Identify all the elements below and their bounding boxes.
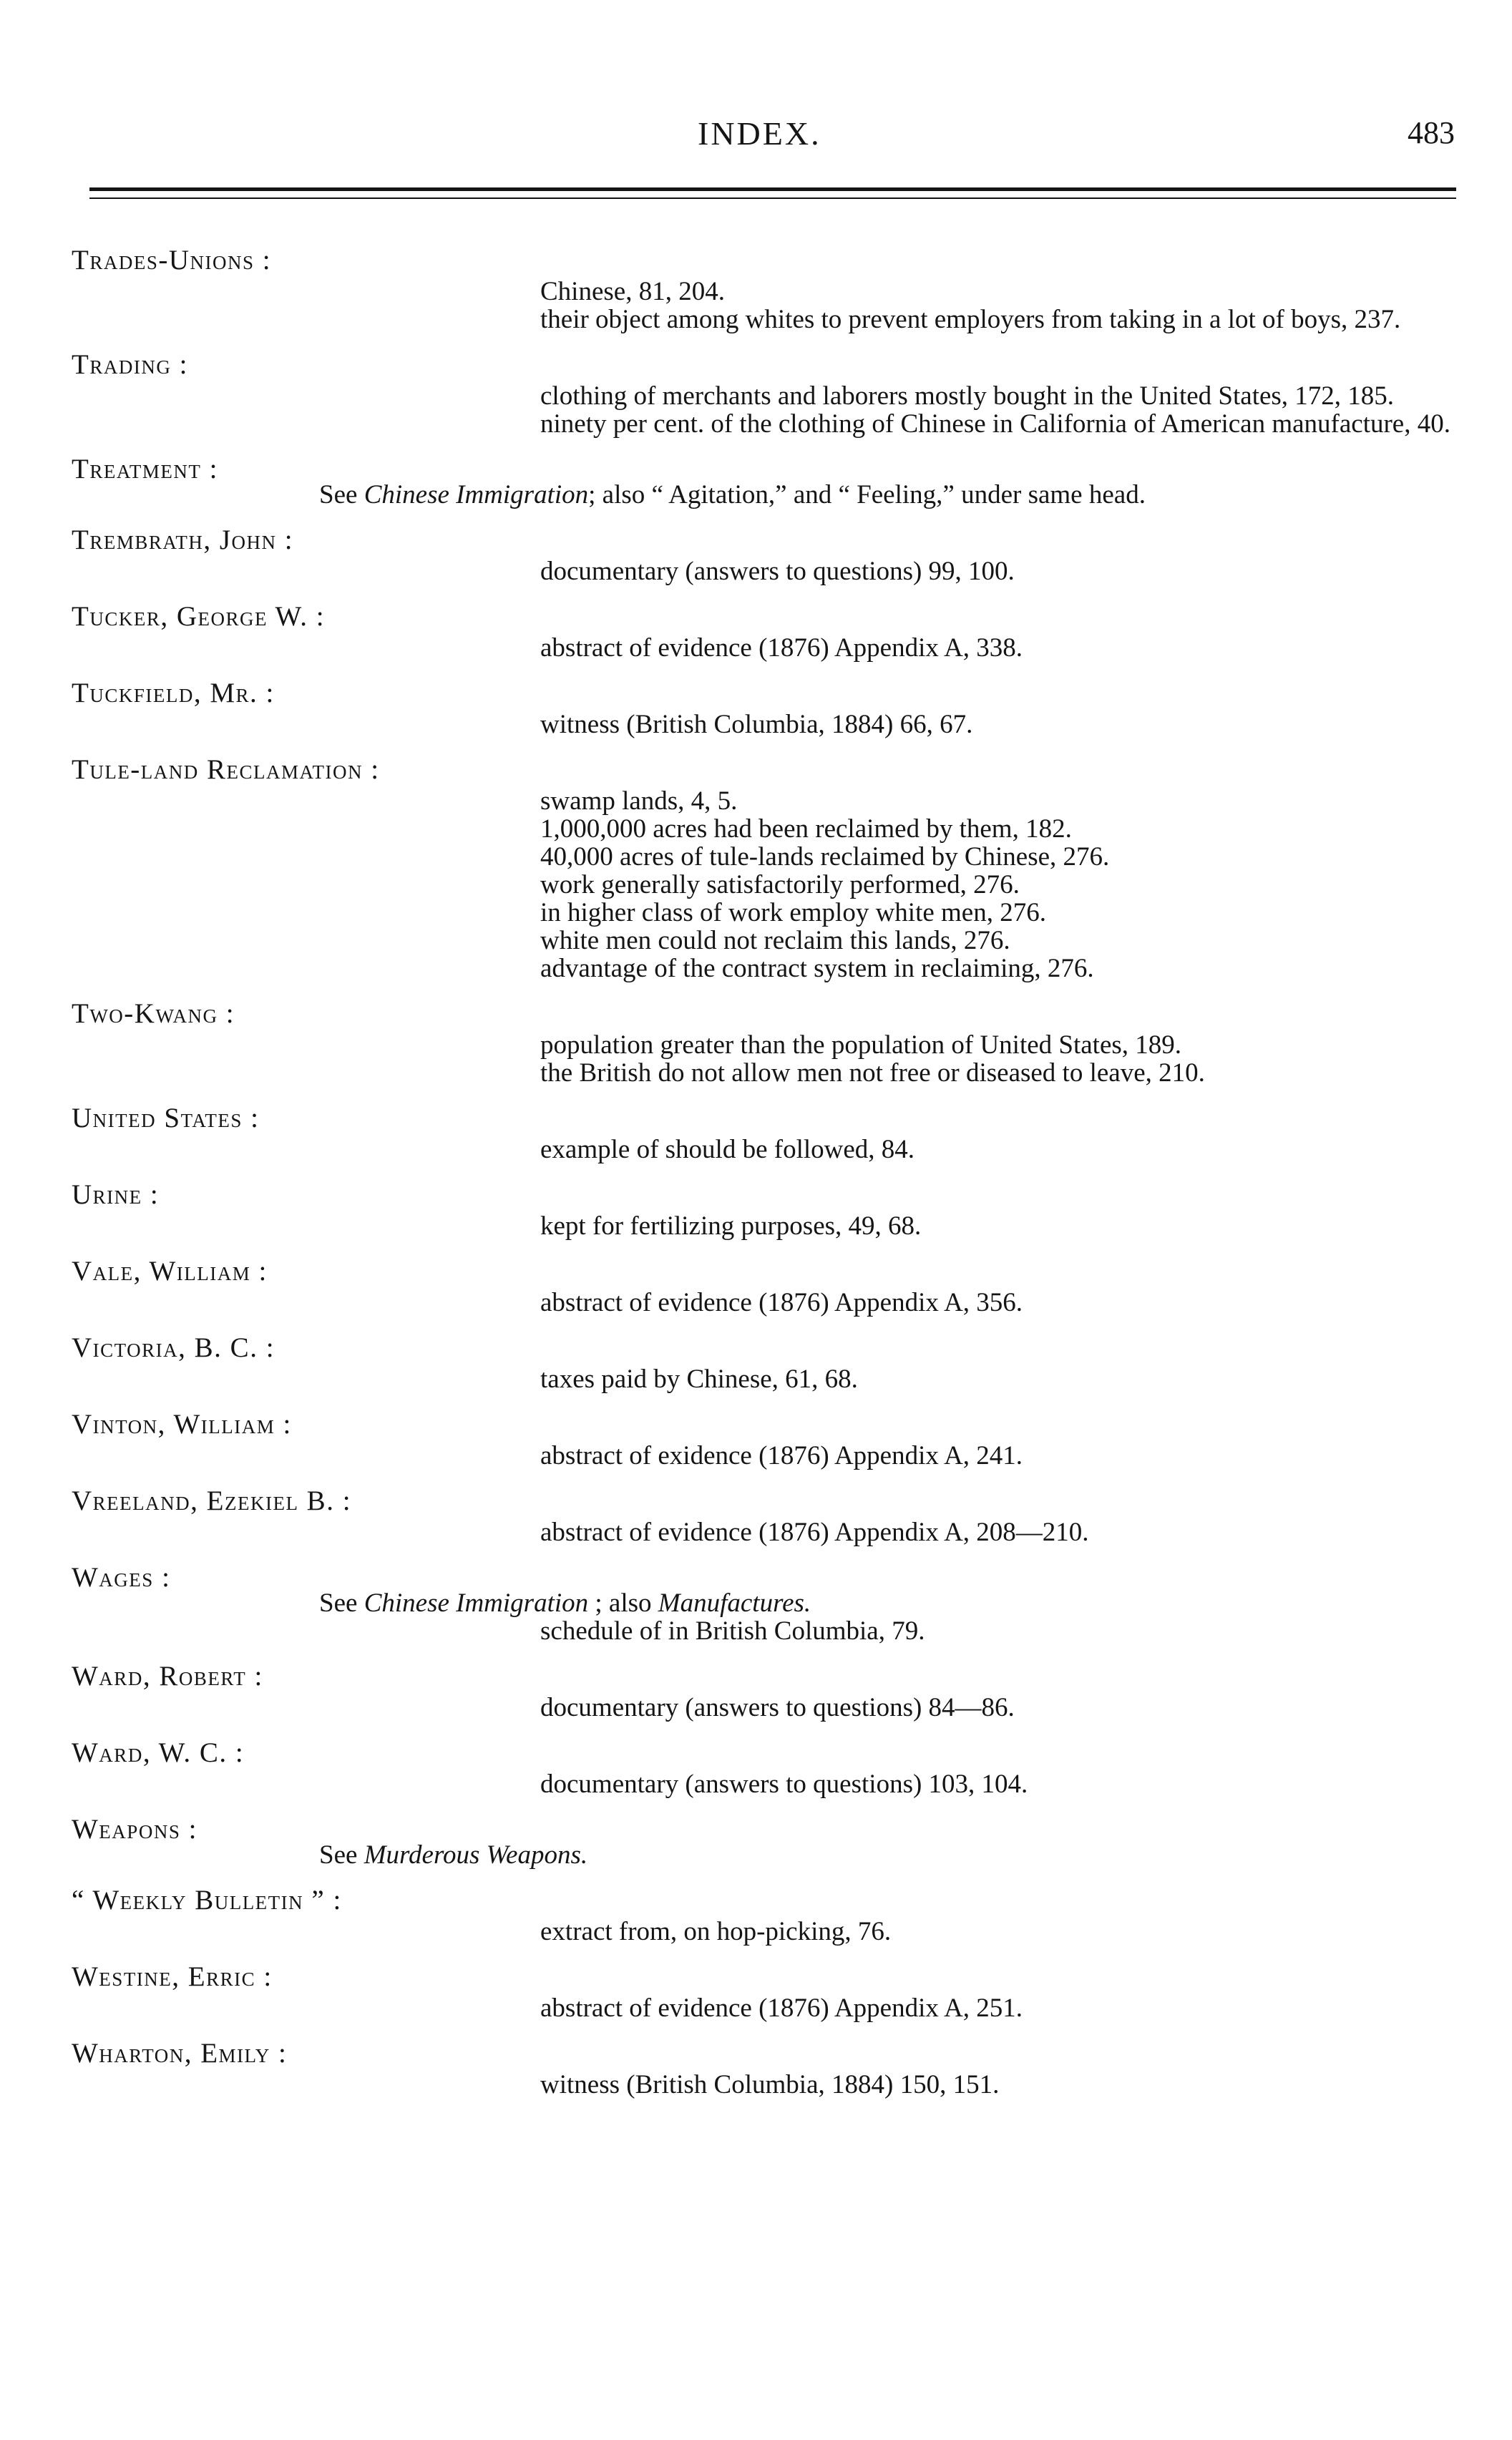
subentry-list xyxy=(540,1694,1463,1722)
entry-heading: Tuckfield, Mr. : xyxy=(72,678,275,708)
entry-heading: United States : xyxy=(72,1103,260,1133)
subentry: work generally satisfactorily performed, 276. xyxy=(540,870,1020,899)
entry-heading: Ward, W. C. : xyxy=(72,1737,245,1768)
subentry: 1,000,000 acres had been reclaimed by them, 182. xyxy=(540,814,1072,844)
subentry-list xyxy=(540,1365,1463,1393)
subentry-list xyxy=(540,278,1463,333)
subentry-list xyxy=(540,1442,1463,1470)
subentry: clothing of merchants and laborers mostly bought in the United States, 172, 185. xyxy=(540,381,1395,411)
see-target: Murderous Weapons. xyxy=(364,1840,588,1870)
index-entry xyxy=(0,1254,1512,1331)
entry-heading: Wages : xyxy=(72,1562,171,1593)
entry-heading: Victoria, B. C. : xyxy=(72,1332,275,1363)
subentry: abstract of evidence (1876) Appendix A, 251. xyxy=(540,1994,1023,2023)
entry-heading: Trading : xyxy=(72,349,188,380)
index-entry xyxy=(0,1883,1512,1960)
subentry: witness (British Columbia, 1884) 66, 67. xyxy=(540,710,973,739)
subentry-list xyxy=(540,1518,1463,1546)
subentry-list xyxy=(540,1770,1463,1798)
entry-heading: Trades-Unions : xyxy=(72,245,272,275)
entry-heading: Wharton, Emily : xyxy=(72,2038,288,2069)
header-rule-thin xyxy=(89,197,1456,199)
subentry-list xyxy=(540,787,1463,982)
index-entry xyxy=(0,753,1512,997)
subentry-list xyxy=(540,1212,1463,1240)
index-entry xyxy=(0,2036,1512,2113)
index-entry xyxy=(0,1960,1512,2036)
see-label: See xyxy=(319,1840,364,1870)
subentry: abstract of evidence (1876) Appendix A, 208—210. xyxy=(540,1518,1089,1547)
subentry-list xyxy=(540,1994,1463,2022)
index-entry xyxy=(0,1561,1512,1659)
index-entry xyxy=(0,997,1512,1101)
entry-heading: Ward, Robert : xyxy=(72,1661,263,1692)
entry-heading: Tule-land Reclamation : xyxy=(72,754,380,785)
subentry-list xyxy=(540,1289,1463,1317)
subentry: taxes paid by Chinese, 61, 68. xyxy=(540,1365,858,1394)
see-reference xyxy=(319,1841,1512,1869)
entry-heading: Vreeland, Ezekiel B. : xyxy=(72,1485,352,1516)
index-entry xyxy=(0,600,1512,676)
see-label: See xyxy=(319,1589,364,1618)
entry-heading: Urine : xyxy=(72,1179,160,1210)
subentry-list xyxy=(540,1918,1463,1946)
see-reference xyxy=(319,1589,1512,1617)
subentry: white men could not reclaim this lands, 276. xyxy=(540,926,1010,955)
entry-heading: Tucker, George W. : xyxy=(72,601,326,632)
index-entry xyxy=(0,1331,1512,1407)
index-entry xyxy=(0,1407,1512,1484)
subentry: documentary (answers to questions) 103, 104. xyxy=(540,1770,1028,1799)
subentry-list xyxy=(540,2071,1463,2099)
index-entry xyxy=(0,1178,1512,1254)
see-label: See xyxy=(319,480,364,509)
index-entry xyxy=(0,1484,1512,1561)
subentry: schedule of in British Columbia, 79. xyxy=(540,1616,925,1646)
subentry: ninety per cent. of the clothing of Chinese in California of American manufacture, 40. xyxy=(540,409,1450,439)
see-rest: ; also xyxy=(588,1589,658,1618)
see-target: Chinese Immigration xyxy=(364,480,589,509)
index-entries xyxy=(0,243,1512,2113)
entry-heading: “ Weekly Bulletin ” : xyxy=(72,1885,342,1916)
subentry: abstract of evidence (1876) Appendix A, 338. xyxy=(540,633,1023,663)
subentry: example of should be followed, 84. xyxy=(540,1135,915,1164)
entry-heading: Vinton, William : xyxy=(72,1409,292,1440)
index-entry xyxy=(0,348,1512,452)
subentry: kept for fertilizing purposes, 49, 68. xyxy=(540,1211,922,1241)
subentry: the British do not allow men not free or diseased to leave, 210. xyxy=(540,1058,1205,1088)
see-target: Chinese Immigration xyxy=(364,1589,589,1618)
subentry: in higher class of work employ white men, 276. xyxy=(540,898,1046,927)
index-entry xyxy=(0,1812,1512,1883)
index-entry xyxy=(0,523,1512,600)
index-entry xyxy=(0,1101,1512,1178)
header-rule-thick xyxy=(89,187,1456,191)
see-reference xyxy=(319,481,1512,509)
subentry: extract from, on hop-picking, 76. xyxy=(540,1917,892,1946)
entry-heading: Weapons : xyxy=(72,1814,197,1845)
subentry-list xyxy=(540,1136,1463,1163)
subentry-list xyxy=(540,382,1463,438)
entry-heading: Trembrath, John : xyxy=(72,524,294,555)
page-number: 483 xyxy=(1408,115,1455,150)
subentry: documentary (answers to questions) 84—86. xyxy=(540,1693,1015,1722)
index-entry xyxy=(0,452,1512,523)
subentry: swamp lands, 4, 5. xyxy=(540,786,738,816)
subentry: documentary (answers to questions) 99, 100. xyxy=(540,557,1015,586)
see-target: Manufactures. xyxy=(658,1589,811,1618)
subentry: witness (British Columbia, 1884) 150, 151. xyxy=(540,2070,1000,2099)
subentry: abstract of exidence (1876) Appendix A, 241. xyxy=(540,1441,1023,1470)
subentry-list xyxy=(540,1617,1463,1645)
see-rest: ; also “ Agitation,” and “ Feeling,” under same head. xyxy=(588,480,1146,509)
subentry-list xyxy=(540,634,1463,662)
page-title: INDEX. xyxy=(698,115,821,152)
subentry: advantage of the contract system in reclaiming, 276. xyxy=(540,954,1094,983)
index-entry xyxy=(0,676,1512,753)
subentry: Chinese, 81, 204. xyxy=(540,277,725,306)
entry-heading: Treatment : xyxy=(72,454,218,484)
index-entry xyxy=(0,1659,1512,1736)
subentry-list xyxy=(540,557,1463,585)
subentry: abstract of evidence (1876) Appendix A, 356. xyxy=(540,1288,1023,1317)
subentry: their object among whites to prevent employers from taking in a lot of boys, 237. xyxy=(540,305,1401,334)
subentry: 40,000 acres of tule-lands reclaimed by Chinese, 276. xyxy=(540,842,1110,872)
subentry-list xyxy=(540,1031,1463,1087)
index-entry xyxy=(0,243,1512,348)
subentry-list xyxy=(540,711,1463,738)
entry-heading: Vale, William : xyxy=(72,1256,268,1287)
index-entry xyxy=(0,1736,1512,1812)
entry-heading: Westine, Erric : xyxy=(72,1961,273,1992)
entry-heading: Two-Kwang : xyxy=(72,998,235,1029)
subentry: population greater than the population of United States, 189. xyxy=(540,1030,1182,1060)
